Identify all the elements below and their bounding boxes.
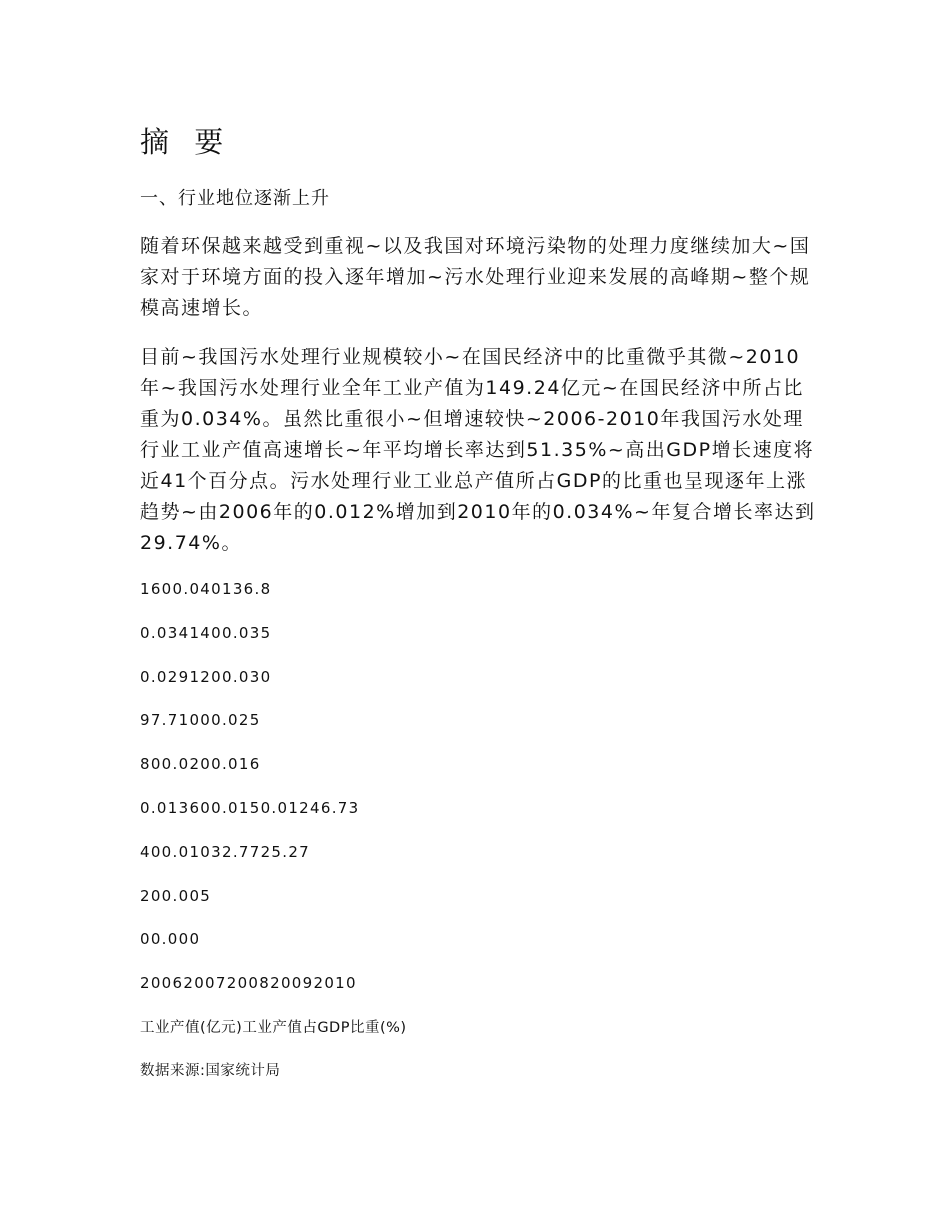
chart-text-line: 0.0341400.035 [140, 623, 272, 642]
paragraph-1: 随着环保越来越受到重视~以及我国对环境污染物的处理力度继续加大~国家对于环境方面的投入逐年增加~污水处理行业迎来发展的高峰期~整个规模高速增长。 [140, 235, 811, 319]
chart-text-residue [140, 577, 359, 1015]
chart-text-line: 1600.040136.8 [140, 580, 272, 598]
chart-text-line: 800.0200.016 [140, 755, 261, 774]
chart-legend-text: 工业产值(亿元)工业产值占GDP比重(%) [140, 1020, 407, 1036]
chart-text-line: 97.71000.025 [140, 711, 261, 730]
chart-text-line: 00.000 [140, 930, 201, 949]
chart-text-line: 0.013600.0150.01246.73 [140, 798, 360, 817]
page-title: 摘 要 [140, 125, 232, 159]
data-source-note: 数据来源:国家统计局 [140, 1063, 281, 1079]
chart-text-line: 0.0291200.030 [140, 667, 272, 686]
chart-text-line: 200.005 [140, 886, 212, 905]
section-title: 一、行业地位逐渐上升 [140, 188, 330, 209]
paragraph-2: 目前~我国污水处理行业规模较小~在国民经济中的比重微乎其微~2010年~我国污水处理行业全年工业产值为149.24亿元~在国民经济中所占比重为0.034%。虽然比重很小~但增速较快~2006-2010年我国污水处理行业工业产值高速增长~年平均增长率达到51.35%~高出GDP增长速度将近41个百分点。污水处理行业工业总产值所占GDP的比重也呈现逐年上涨趋势~由2006年的0.012%增加到2010年的0.034%~年复合增长率达到29.74%。 [140, 346, 816, 554]
chart-text-line: 400.01032.7725.27 [140, 842, 311, 861]
chart-text-line: 20062007200820092010 [140, 974, 357, 993]
